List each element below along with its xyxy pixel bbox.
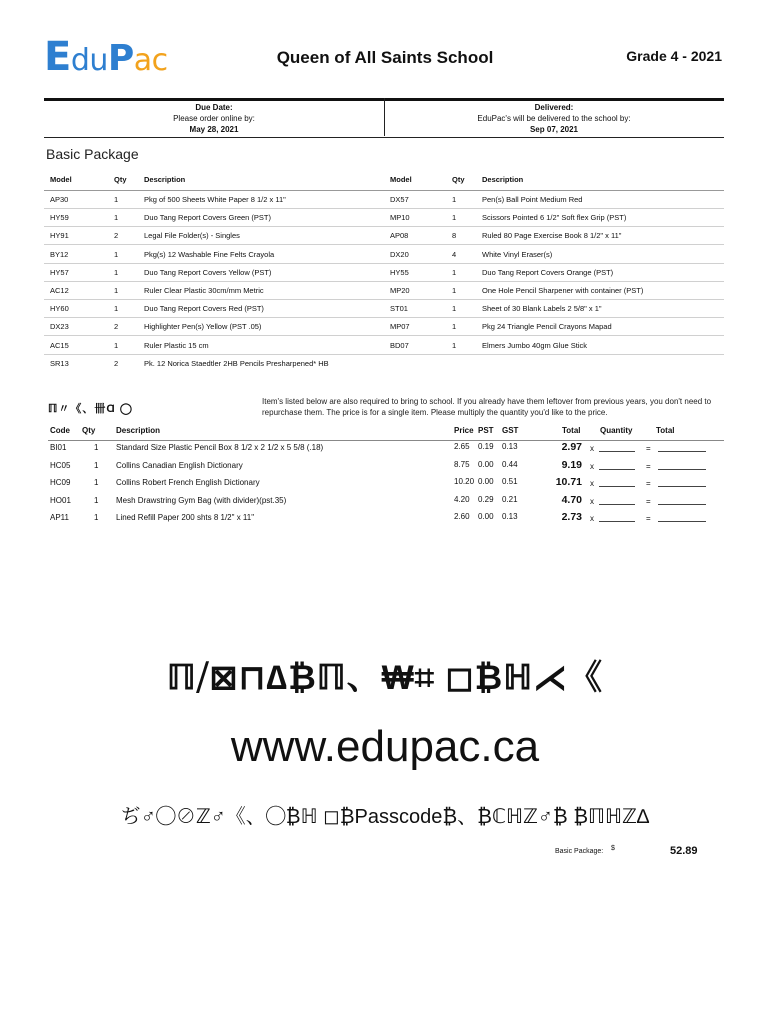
extra-code: HC05: [50, 460, 71, 470]
equals-sign: =: [646, 461, 651, 471]
quantity-input[interactable]: [599, 461, 635, 470]
extra-description: Collins Robert French English Dictionary: [116, 478, 260, 488]
col-total-2: Total: [656, 426, 675, 435]
col-qty: Qty: [114, 175, 127, 184]
dates-bottom-line: [44, 137, 724, 138]
extra-item-row: [48, 512, 724, 529]
item-description: Ruler Clear Plastic 30cm/mm Metric: [144, 286, 264, 295]
multiply-sign: x: [590, 514, 594, 524]
extra-price: 2.60: [454, 512, 470, 522]
multiply-sign: x: [590, 479, 594, 489]
extra-qty: 1: [94, 495, 99, 505]
delivered-text: EduPac's will be delivered to the school by:: [477, 114, 631, 123]
item-qty: 2: [114, 358, 119, 368]
item-qty: 1: [452, 322, 457, 332]
extra-total: 4.70: [561, 493, 582, 506]
col-price: Price: [454, 426, 474, 435]
extra-gst: 0.51: [502, 477, 518, 487]
passcode-instruction: ぢ♂◯⊘ℤ♂《、◯₿ℍ ◻₿Passcode₿、₿ℂℍℤ♂₿ ₿ℿℍℤ∆: [120, 806, 650, 828]
item-description: Pkg 24 Triangle Pencil Crayons Mapad: [482, 322, 612, 332]
col-model: Model: [50, 175, 72, 184]
item-qty: 1: [452, 267, 457, 277]
package-row: [44, 190, 384, 209]
item-qty: 1: [452, 286, 457, 295]
extra-price: 8.75: [454, 459, 470, 469]
item-model: AP30: [50, 195, 69, 204]
col-description: Description: [116, 426, 161, 435]
extra-pst: 0.29: [478, 494, 494, 504]
extra-total: 2.73: [561, 511, 582, 524]
item-description: Pkg of 500 Sheets White Paper 8 1/2 x 11": [144, 195, 286, 204]
line-total-input[interactable]: [658, 443, 706, 452]
item-model: SR13: [50, 358, 69, 368]
extra-code: HO01: [50, 495, 71, 505]
extra-pst: 0.00: [478, 512, 494, 522]
extra-item-row: [48, 477, 724, 494]
extra-qty: 1: [94, 478, 99, 488]
extra-pst: 0.00: [478, 477, 494, 487]
extra-price: 10.20: [454, 477, 475, 487]
item-model: HY91: [50, 231, 69, 241]
package-row: [384, 281, 724, 300]
item-description: Ruled 80 Page Exercise Book 8 1/2" x 11": [482, 231, 622, 241]
item-description: Ruler Plastic 15 cm: [144, 340, 209, 350]
equals-sign: =: [646, 496, 651, 506]
package-row: [44, 208, 384, 227]
col-gst: GST: [502, 426, 519, 435]
extra-qty: 1: [94, 460, 99, 470]
item-model: DX57: [390, 195, 409, 204]
extra-item-row: [48, 460, 724, 477]
package-row: [384, 208, 724, 227]
order-online-heading: ℿ⧸⊠⊓∆₿ℿ、₩⌗ ◻₿ℍ⋌《: [166, 659, 604, 697]
extra-price: 4.20: [454, 494, 470, 504]
col-qty-2: Qty: [452, 175, 465, 184]
item-qty: 8: [452, 231, 457, 241]
extra-gst: 0.13: [502, 442, 518, 451]
package-row: [44, 263, 384, 282]
package-row: [44, 226, 384, 245]
item-model: DX23: [50, 322, 69, 332]
item-description: Sheet of 30 Blank Labels 2 5/8" x 1": [482, 304, 602, 314]
package-row: [44, 245, 384, 264]
col-description-2: Description: [482, 175, 524, 184]
extra-pst: 0.19: [478, 442, 494, 451]
item-model: HY57: [50, 267, 69, 277]
extra-code: BI01: [50, 443, 67, 452]
extra-qty: 1: [94, 443, 99, 452]
extra-item-row: [48, 495, 724, 512]
item-description: Elmers Jumbo 40gm Glue Stick: [482, 340, 588, 350]
item-qty: 1: [114, 267, 119, 277]
extra-description: Lined Refill Paper 200 shts 8 1/2" x 11": [116, 513, 255, 523]
line-total-input[interactable]: [658, 478, 706, 487]
extra-total: 10.71: [555, 476, 582, 489]
item-description: Highlighter Pen(s) Yellow (PST .05): [144, 322, 262, 332]
item-qty: 1: [452, 195, 457, 204]
package-sum-value: 52.89: [670, 845, 698, 857]
line-total-input[interactable]: [658, 513, 706, 522]
package-sum-currency: $: [611, 845, 615, 852]
item-qty: 1: [452, 304, 457, 314]
col-description: Description: [144, 175, 186, 184]
package-row: [384, 336, 724, 355]
extras-note: Item's listed below are also required to bring to school. If you already have them leftover from previous years, you don't need to repurchase them. The price is for a single item. Please multiply the quantity you'd like to the price.: [262, 397, 712, 417]
equals-sign: =: [646, 514, 651, 524]
item-model: BD07: [390, 340, 409, 350]
package-row: [44, 299, 384, 318]
delivered-label: Delivered:: [534, 103, 574, 112]
logo-du: du: [70, 43, 108, 78]
item-model: BY12: [50, 249, 69, 259]
col-total: Total: [562, 426, 581, 435]
school-name: Queen of All Saints School: [276, 48, 494, 67]
line-total-input[interactable]: [658, 496, 706, 505]
extra-item-row: [48, 442, 724, 459]
col-quantity: Quantity: [600, 426, 633, 435]
item-qty: 2: [114, 231, 119, 241]
package-title: Basic Package: [46, 146, 139, 162]
package-row: [44, 281, 384, 300]
item-qty: 2: [114, 322, 119, 332]
package-row: [384, 299, 724, 318]
col-model-2: Model: [390, 175, 412, 184]
item-model: MP10: [390, 213, 410, 223]
logo-p: P: [107, 38, 134, 79]
item-qty: 1: [114, 249, 119, 259]
extra-total: 9.19: [561, 458, 582, 471]
item-model: ST01: [390, 304, 408, 314]
item-description: Legal File Folder(s) - Singles: [144, 231, 240, 241]
package-row: [44, 336, 384, 355]
item-model: MP20: [390, 286, 410, 295]
item-qty: 1: [114, 213, 119, 223]
due-date-section: [44, 102, 384, 140]
delivered-section: [384, 102, 724, 140]
due-date-value: May 28, 2021: [189, 125, 239, 134]
extra-description: Collins Canadian English Dictionary: [116, 460, 243, 470]
extra-gst: 0.21: [502, 494, 518, 504]
item-description: Duo Tang Report Covers Red (PST): [144, 304, 264, 314]
package-row: [44, 317, 384, 336]
quantity-input[interactable]: [599, 478, 635, 487]
item-description: Pen(s) Ball Point Medium Red: [482, 195, 583, 204]
logo-ac: ac: [133, 43, 168, 78]
item-description: Duo Tang Report Covers Green (PST): [144, 213, 271, 223]
item-qty: 1: [114, 304, 119, 314]
item-model: HY59: [50, 213, 69, 223]
equals-sign: =: [646, 479, 651, 489]
item-description: White Vinyl Eraser(s): [482, 249, 553, 259]
item-qty: 1: [114, 286, 119, 295]
package-row: [384, 190, 724, 209]
item-model: AC12: [50, 286, 69, 295]
package-row: [384, 245, 724, 264]
due-date-text: Please order online by:: [173, 114, 255, 123]
item-model: MP07: [390, 322, 410, 332]
item-model: HY60: [50, 304, 69, 314]
extra-description: Mesh Drawstring Gym Bag (with divider)(pst.35): [116, 495, 287, 505]
website-url[interactable]: www.edupac.ca: [230, 722, 540, 771]
item-qty: 1: [452, 340, 457, 350]
package-sum-label: Basic Package:: [555, 848, 604, 855]
col-code: Code: [50, 426, 70, 435]
package-table-header: [44, 170, 724, 191]
quantity-input[interactable]: [599, 443, 635, 452]
item-description: Duo Tang Report Covers Orange (PST): [482, 267, 614, 277]
quantity-input[interactable]: [599, 513, 635, 522]
item-description: Scissors Pointed 6 1/2" Soft flex Grip (PST): [482, 213, 627, 223]
item-description: One Hole Pencil Sharpener with container (PST): [482, 286, 644, 295]
delivered-date-value: Sep 07, 2021: [529, 125, 579, 134]
package-row: [384, 317, 724, 336]
quantity-input[interactable]: [599, 496, 635, 505]
extra-total: 2.97: [561, 441, 582, 453]
item-model: HY55: [390, 267, 409, 277]
col-pst: PST: [478, 426, 494, 435]
dates-block: [44, 98, 724, 136]
logo-e: E: [44, 34, 71, 80]
extra-price: 2.65: [454, 442, 470, 451]
extra-gst: 0.44: [502, 459, 518, 469]
extra-gst: 0.13: [502, 512, 518, 522]
item-model: AC15: [50, 340, 69, 350]
item-qty: 4: [452, 249, 457, 259]
col-qty: Qty: [82, 426, 96, 435]
extras-table-header: [48, 426, 724, 441]
item-qty: 1: [114, 340, 119, 350]
package-row: [44, 354, 384, 372]
equals-sign: =: [646, 444, 651, 453]
item-model: AP08: [390, 231, 409, 241]
extra-pst: 0.00: [478, 459, 494, 469]
extra-code: AP11: [50, 513, 69, 523]
item-model: DX20: [390, 249, 409, 259]
extra-code: HC09: [50, 478, 71, 488]
grade-label: Grade 4 - 2021: [626, 48, 722, 64]
item-qty: 1: [452, 213, 457, 223]
item-description: Pk. 12 Norica Staedtler 2HB Pencils Presharpened* HB: [144, 358, 329, 368]
package-row: [384, 263, 724, 282]
extra-description: Standard Size Plastic Pencil Box 8 1/2 x 2 1/2 x 5 5/8 (.18): [116, 443, 324, 452]
due-date-label: Due Date:: [195, 103, 233, 112]
line-total-input[interactable]: [658, 461, 706, 470]
extras-title: ℿ〃《、卌᠎᠍Ɑ ◯: [48, 403, 134, 415]
multiply-sign: x: [590, 444, 594, 453]
extra-qty: 1: [94, 513, 99, 523]
item-description: Pkg(s) 12 Washable Fine Felts Crayola: [144, 249, 275, 259]
item-qty: 1: [114, 195, 119, 204]
item-description: Duo Tang Report Covers Yellow (PST): [144, 267, 272, 277]
multiply-sign: x: [590, 496, 594, 506]
package-row: [384, 226, 724, 245]
multiply-sign: x: [590, 461, 594, 471]
